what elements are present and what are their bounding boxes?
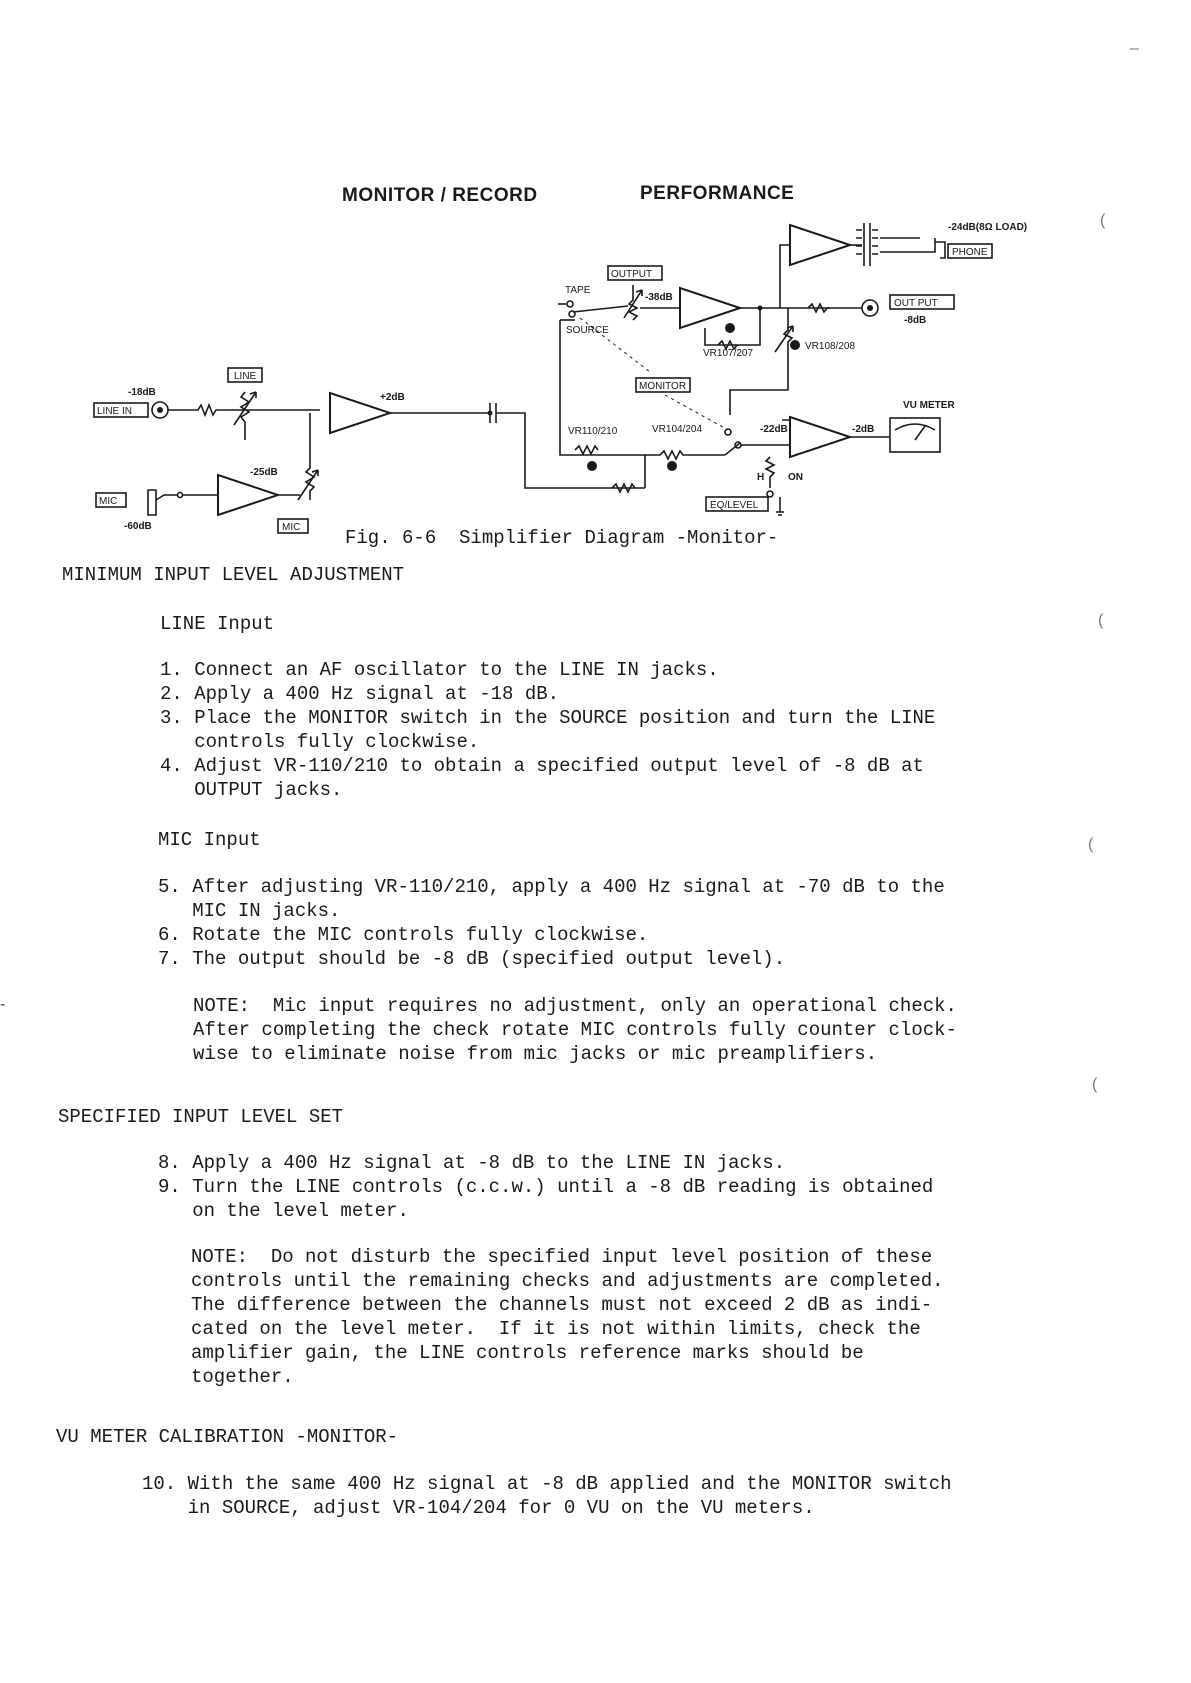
vr108-trimmer-icon: [790, 340, 800, 350]
output-control-label: OUTPUT: [611, 269, 653, 280]
on-label: ON: [788, 472, 803, 483]
section-heading-specified-input: SPECIFIED INPUT LEVEL SET: [58, 1106, 344, 1128]
monitor-record-schematic: [0, 0, 1191, 545]
minus22-label: -22dB: [760, 424, 788, 435]
scan-mark: –: [1130, 40, 1139, 57]
tape-label: TAPE: [565, 285, 591, 296]
step-4: 4. Adjust VR-110/210 to obtain a specified output level of -8 dB at: [160, 755, 924, 777]
mic-in-label: MIC: [99, 496, 118, 507]
note-1-line-1: NOTE: Mic input requires no adjustment, only an operational check.: [193, 995, 957, 1017]
eq-level-label: EQ/LEVEL: [710, 500, 759, 511]
step-2: 2. Apply a 400 Hz signal at -18 dB.: [160, 683, 560, 705]
vr110-label: VR110/210: [568, 426, 618, 437]
mic-input-subheading: MIC Input: [158, 829, 261, 851]
figure-caption: Fig. 6-6 Simplifier Diagram -Monitor-: [345, 527, 779, 549]
mic-jack-icon: [148, 490, 156, 515]
note-2-line-4: cated on the level meter. If it is not within limits, check the: [191, 1318, 921, 1340]
step-1: 1. Connect an AF oscillator to the LINE IN jacks.: [160, 659, 719, 681]
mic-amplifier-icon: [218, 475, 278, 515]
line-in-label: LINE IN: [97, 406, 133, 417]
note-2-line-6: together.: [191, 1366, 294, 1388]
scan-mark: (: [1098, 612, 1104, 629]
note-1-line-3: wise to eliminate noise from mic jacks or mic preamplifiers.: [193, 1043, 878, 1065]
note-2-line-2: controls until the remaining checks and adjustments are completed.: [191, 1270, 944, 1292]
vr107-trimmer-icon: [725, 323, 735, 333]
vu-amplifier-icon: [790, 417, 850, 457]
phone-transformer-icon: [864, 223, 870, 266]
step-5: 5. After adjusting VR-110/210, apply a 400 Hz signal at -70 dB to the: [158, 876, 945, 898]
scan-mark: -: [0, 996, 6, 1013]
note-2-line-1: NOTE: Do not disturb the specified input level position of these: [191, 1246, 933, 1268]
mic-level-label: -60dB: [124, 521, 152, 532]
step-9-cont: on the level meter.: [158, 1200, 409, 1222]
line-level-label: -18dB: [128, 387, 156, 398]
step-3-cont: controls fully clockwise.: [160, 731, 480, 753]
plus2-label: +2dB: [380, 392, 405, 403]
diagram-title-left: MONITOR / RECORD: [342, 185, 538, 206]
phone-level-label: -24dB(8Ω LOAD): [948, 222, 1028, 233]
phone-amplifier-icon: [790, 225, 850, 265]
note-2-line-5: amplifier gain, the LINE controls reference marks should be: [191, 1342, 864, 1364]
step-8: 8. Apply a 400 Hz signal at -8 dB to the LINE IN jacks.: [158, 1152, 786, 1174]
step-4-cont: OUTPUT jacks.: [160, 779, 343, 801]
out-put-label: OUT PUT: [894, 298, 938, 309]
vr107-label: VR107/207: [703, 348, 754, 359]
phone-label: PHONE: [952, 247, 988, 258]
step-5-cont: MIC IN jacks.: [158, 900, 341, 922]
vr108-label: VR108/208: [805, 341, 856, 352]
step-7: 7. The output should be -8 dB (specified output level).: [158, 948, 786, 970]
scan-mark: (: [1088, 836, 1094, 853]
mic-control-label: MIC: [282, 522, 301, 533]
note-1-line-2: After completing the check rotate MIC controls fully counter clock-: [193, 1019, 957, 1041]
line-pot-icon: [241, 392, 249, 440]
step-10: 10. With the same 400 Hz signal at -8 dB applied and the MONITOR switch: [142, 1473, 952, 1495]
step-6: 6. Rotate the MIC controls fully clockwise.: [158, 924, 649, 946]
step-3: 3. Place the MONITOR switch in the SOURCE position and turn the LINE: [160, 707, 936, 729]
scan-mark: (: [1100, 212, 1106, 229]
diagram-title-right: PERFORMANCE: [640, 183, 795, 204]
source-label: SOURCE: [566, 325, 609, 336]
output-amplifier-icon: [680, 288, 740, 328]
vu-meter-label: VU METER: [903, 400, 955, 411]
line-control-label: LINE: [234, 371, 257, 382]
section-heading-vu-calibration: VU METER CALIBRATION -MONITOR-: [56, 1426, 399, 1448]
step-9: 9. Turn the LINE controls (c.c.w.) until a -8 dB reading is obtained: [158, 1176, 934, 1198]
vr110-trimmer-icon: [587, 461, 597, 471]
note-2-line-3: The difference between the channels must not exceed 2 dB as indi-: [191, 1294, 933, 1316]
section-heading-minimum-input: MINIMUM INPUT LEVEL ADJUSTMENT: [62, 564, 405, 586]
vr104-label: VR104/204: [652, 424, 703, 435]
minus2-label: -2dB: [852, 424, 875, 435]
vu-meter-icon: [890, 418, 940, 452]
step-10-cont: in SOURCE, adjust VR-104/204 for 0 VU on the VU meters.: [142, 1497, 815, 1519]
h-label: H: [757, 472, 765, 483]
scan-mark: (: [1092, 1076, 1098, 1093]
minus8-label: -8dB: [904, 315, 927, 326]
monitor-switch-label: MONITOR: [639, 381, 687, 392]
line-input-subheading: LINE Input: [160, 613, 275, 635]
minus25-label: -25dB: [250, 467, 278, 478]
vr104-trimmer-icon: [667, 461, 677, 471]
minus38-label: -38dB: [645, 292, 673, 303]
